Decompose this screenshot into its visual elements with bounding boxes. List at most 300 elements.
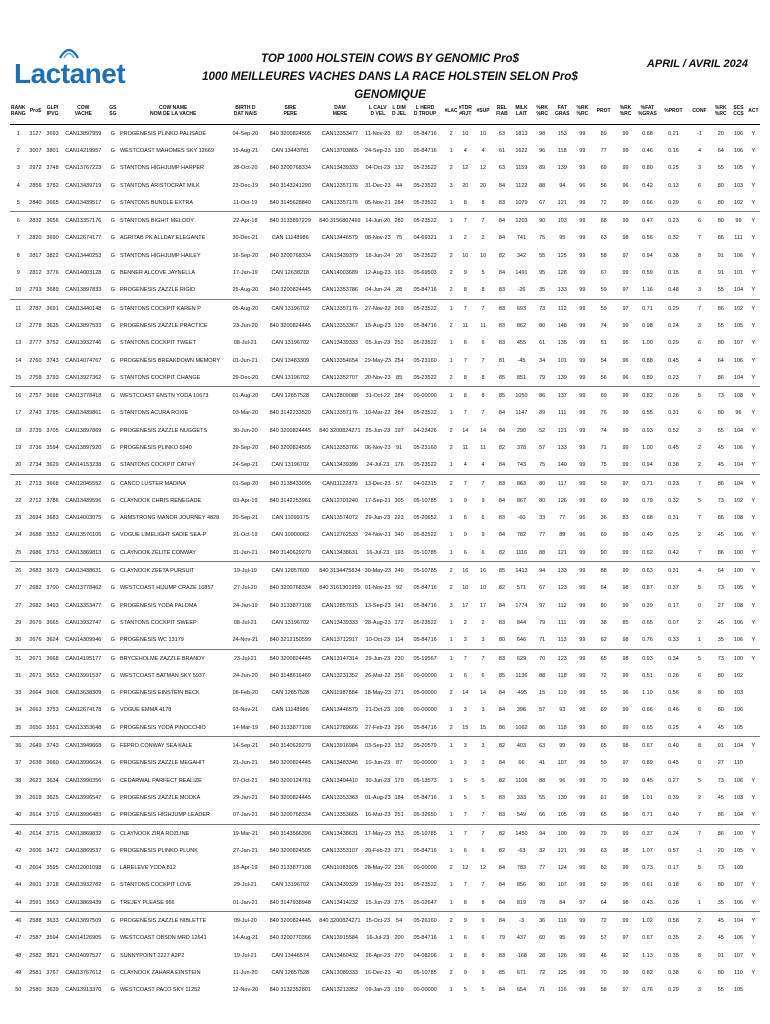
table-cell: 10 xyxy=(479,130,487,137)
table-cell: 99 xyxy=(615,824,635,842)
table-cell: 7 xyxy=(697,515,701,522)
table-cell: 92 xyxy=(622,952,629,959)
table-cell: CAN11122873 xyxy=(316,474,363,492)
table-cell: CAN11083905 xyxy=(322,865,358,872)
column-header-fr: NOM DE LA VACHE xyxy=(149,111,197,117)
table-cell: 99 xyxy=(579,724,586,731)
table-cell: 7 xyxy=(458,824,472,842)
table-cell: 3 xyxy=(472,737,493,755)
table-cell: 77 xyxy=(539,532,546,539)
table-cell: 98 xyxy=(622,235,629,242)
table-cell: Y xyxy=(751,182,756,189)
table-cell: CLAYNOOK CHRIS RENEGADE xyxy=(119,497,202,504)
table-cell: 99 xyxy=(622,865,629,872)
table-cell: 84 xyxy=(498,899,506,906)
table-cell: 00-00000 xyxy=(413,760,437,767)
table-cell: 840 3133897229 xyxy=(264,212,316,230)
table-cell: 80 xyxy=(717,690,724,697)
table-cell: 39 xyxy=(15,794,22,801)
table-cell: 840 3200824505 xyxy=(269,847,311,854)
table-cell: 1 xyxy=(449,410,453,417)
table-cell: 61 xyxy=(600,794,607,801)
table-cell: 45 xyxy=(717,444,724,451)
table-cell: 4 xyxy=(697,357,701,364)
table-cell: 4 xyxy=(481,462,485,469)
table-cell: 05-Jun-23 xyxy=(365,340,391,347)
table-cell: 11 xyxy=(480,322,486,329)
table-cell: 0.13 xyxy=(668,182,679,189)
table-cell: 96 xyxy=(622,357,629,364)
table-cell: CAN13897869 xyxy=(65,427,102,434)
table-cell: 91 xyxy=(717,252,724,259)
table-cell: CLAYNOOK ZEETA PURSUIT xyxy=(120,562,226,580)
table-cell: 840 3143566396 xyxy=(264,824,316,842)
table-cell: 102 xyxy=(733,199,744,206)
table-cell: 0.37 xyxy=(636,824,660,842)
table-cell: 05-84716 xyxy=(413,322,437,329)
table-cell: 2712 xyxy=(29,497,42,504)
table-cell: 55 xyxy=(717,287,724,294)
table-cell: 0.56 xyxy=(642,235,653,242)
table-cell: 2 xyxy=(449,287,453,294)
table-cell: 69 xyxy=(600,707,607,714)
table-cell: 40 xyxy=(15,812,22,819)
table-cell: 0.45 xyxy=(668,357,679,364)
table-cell: 3629 xyxy=(46,462,59,469)
table-cell: CAN13439399 xyxy=(321,462,358,469)
table-cell: 3472 xyxy=(46,847,59,854)
table-cell: 654 xyxy=(516,987,527,994)
table-cell: 3718 xyxy=(46,882,59,889)
table-cell: 10 xyxy=(479,585,487,592)
table-cell: 2820 xyxy=(29,235,42,242)
table-cell: 2 xyxy=(697,619,701,626)
table-cell: 3690 xyxy=(46,235,59,242)
table-cell: Y xyxy=(751,165,756,172)
table-cell: 2 xyxy=(697,935,701,942)
table-cell: 73 xyxy=(711,387,730,405)
table-cell: 05-84716 xyxy=(413,602,437,609)
table-cell: 125 xyxy=(557,252,567,259)
table-cell: 0.39 xyxy=(642,602,653,609)
table-cell: CAN 13196702 xyxy=(271,882,310,889)
table-cell: Y xyxy=(751,847,756,854)
table-cell: 2777 xyxy=(29,340,42,347)
table-cell: 1.02 xyxy=(636,912,660,930)
table-cell: 2757 xyxy=(27,387,45,405)
table-cell: 571 xyxy=(516,585,527,592)
table-cell: 0.23 xyxy=(659,212,687,230)
table-cell: 29-Jun-23 xyxy=(365,515,391,522)
table-cell: 85 xyxy=(498,374,506,381)
table-cell: 33 xyxy=(15,690,22,697)
table-cell: 106 xyxy=(733,637,744,644)
table-cell: 0.42 xyxy=(642,182,653,189)
table-cell: -63 xyxy=(517,847,526,854)
table-cell: 1.00 xyxy=(642,444,653,451)
table-cell: 3 xyxy=(463,637,467,644)
table-cell: 05-10785 xyxy=(406,562,444,580)
table-cell: CAN 13196702 xyxy=(271,374,310,381)
table-cell: 45 xyxy=(717,794,724,801)
table-row xyxy=(10,947,760,964)
table-cell: 82 xyxy=(600,865,607,872)
table-cell: 106 xyxy=(733,899,744,906)
table-cell: 7 xyxy=(697,374,701,381)
table-cell: -168 xyxy=(515,952,527,959)
table-cell: 105 xyxy=(557,812,567,819)
table-cell: 00-00000 xyxy=(413,672,437,679)
table-cell: FEPRO CONWAY SEA KALE xyxy=(120,737,226,755)
table-cell: 27 xyxy=(717,602,724,609)
table-cell: 13-Dec-23 xyxy=(364,474,392,492)
table-cell: 4 xyxy=(697,724,701,731)
table-cell: 21-Jun-21 xyxy=(232,760,258,767)
table-cell: 0.71 xyxy=(636,299,660,317)
table-cell: 58 xyxy=(600,252,607,259)
table-cell: 54 xyxy=(600,357,607,364)
column-header-fr: LAIT xyxy=(515,111,528,117)
table-cell: 69 xyxy=(600,165,607,172)
table-cell: 87 xyxy=(396,760,403,767)
table-cell: 6 xyxy=(697,882,701,889)
table-cell: 0.42 xyxy=(668,549,679,556)
table-cell: 1 xyxy=(449,619,453,626)
table-cell: 15-Jun-23 xyxy=(365,899,391,906)
table-cell: 100 xyxy=(552,824,573,842)
table-cell: 05-20579 xyxy=(406,737,444,755)
table-cell: 80 xyxy=(533,474,552,492)
table-cell: 99 xyxy=(579,672,586,679)
table-cell: G xyxy=(106,474,120,492)
table-cell: 108 xyxy=(730,387,747,405)
table-cell: CAN12857615 xyxy=(321,602,358,609)
table-cell: 57 xyxy=(539,444,546,451)
table-cell: WESTCOAST PACO SKY 11252 xyxy=(119,987,201,994)
table-cell: STANTONS COCKPIT CATHY xyxy=(119,462,196,469)
table-cell: CAN13353477 xyxy=(65,602,102,609)
table-cell: 111 xyxy=(558,619,567,626)
table-cell: 17-May-23 xyxy=(364,824,392,842)
logo-text: Lactanet xyxy=(14,58,126,89)
table-cell: G xyxy=(110,585,115,592)
table-cell: Y xyxy=(751,882,756,889)
table-cell: 106 xyxy=(733,777,744,784)
table-cell: G xyxy=(110,515,115,522)
table-cell: 2 xyxy=(449,969,453,976)
table-cell: CAN13353665 xyxy=(321,812,358,819)
table-cell: 88 xyxy=(539,777,546,784)
table-cell: 86 xyxy=(717,515,724,522)
table-cell: CAN13996547 xyxy=(65,794,102,801)
table-cell: 130 xyxy=(557,794,567,801)
table-cell: 4 xyxy=(697,147,701,154)
table-cell: 99 xyxy=(579,147,586,154)
table-cell: Y xyxy=(751,322,756,329)
table-cell: 73 xyxy=(533,299,552,317)
column-header-en: Pro$ xyxy=(29,108,41,114)
table-cell: 100 xyxy=(730,824,747,842)
table-cell: 7 xyxy=(472,824,493,842)
table-cell: 51 xyxy=(600,340,607,347)
table-cell: 840 3200768334 xyxy=(269,165,311,172)
table-cell: 17 xyxy=(479,602,487,609)
table-cell: 71 xyxy=(600,444,607,451)
table-cell: 99 xyxy=(579,847,586,854)
table-cell: 31 xyxy=(10,649,27,667)
table-cell: 21 xyxy=(10,474,27,492)
table-cell: 14-Sep-21 xyxy=(226,737,264,755)
table-cell: 55 xyxy=(539,252,546,259)
table-cell: 64 xyxy=(600,899,607,906)
table-row xyxy=(10,439,760,456)
table-cell: G xyxy=(110,497,115,504)
table-cell: 59 xyxy=(600,287,607,294)
table-cell: 8 xyxy=(481,199,485,206)
column-header-fr: %RC xyxy=(536,111,548,117)
table-cell: 67 xyxy=(600,270,607,277)
table-cell: CAN13440148 xyxy=(61,299,106,317)
table-cell: 99 xyxy=(579,760,586,767)
table-cell: 2 xyxy=(688,912,712,930)
table-cell: 1 xyxy=(697,899,701,906)
table-cell: 840 3156807469 xyxy=(316,212,363,230)
column-header-fr: CCS xyxy=(733,111,744,117)
table-cell: 99 xyxy=(615,387,635,405)
table-cell: 27-Jul-20 xyxy=(233,585,257,592)
column-header-fr: %RC xyxy=(576,111,589,117)
table-cell: 88 xyxy=(539,672,546,679)
ranking-table xyxy=(10,98,760,999)
table-cell: 23 xyxy=(15,515,22,522)
table-cell: 1 xyxy=(449,935,453,942)
table-cell: 2682 xyxy=(29,602,42,609)
table-cell: 99 xyxy=(622,724,629,731)
table-cell: 8 xyxy=(481,374,485,381)
lactanet-logo xyxy=(14,46,124,92)
table-cell: 04-Sep-20 xyxy=(232,130,259,137)
table-cell: 05-84716 xyxy=(413,847,437,854)
table-cell: 1 xyxy=(449,952,453,959)
table-cell: 45 xyxy=(717,935,724,942)
table-cell: 13 xyxy=(15,340,22,347)
table-cell: 29-Jul-21 xyxy=(233,882,257,889)
table-cell: 12 xyxy=(479,865,487,872)
table-cell: 3 xyxy=(449,182,453,189)
table-cell: 36 xyxy=(533,912,552,930)
table-cell: 70 xyxy=(533,649,552,667)
table-cell: 1 xyxy=(449,987,453,994)
table-cell: 7 xyxy=(458,474,472,492)
table-cell: 7 xyxy=(463,410,467,417)
table-cell: 83 xyxy=(498,322,506,329)
table-cell: 3624 xyxy=(46,637,59,644)
table-cell: Y xyxy=(747,474,760,492)
table-cell: 284 xyxy=(394,410,404,417)
table-cell: CAN13869832 xyxy=(61,824,106,842)
table-cell: WESTCOAST HIJUMP CRAZE 10857 xyxy=(119,585,214,592)
table-cell: 6 xyxy=(697,707,701,714)
table-cell: 1 xyxy=(449,340,453,347)
table-cell: 09-Jan-23 xyxy=(365,987,391,994)
table-cell: 2671 xyxy=(29,672,42,679)
table-cell: 63 xyxy=(600,847,607,854)
table-cell: 2686 xyxy=(29,549,42,556)
table-cell: 12 xyxy=(479,165,487,172)
table-cell: G xyxy=(106,912,120,930)
table-cell: 3700 xyxy=(46,585,59,592)
table-cell: 103 xyxy=(552,212,573,230)
table-cell: 99 xyxy=(573,474,592,492)
column-header-en: L HERD xyxy=(415,105,435,111)
table-cell: 12 xyxy=(15,322,22,329)
table-cell xyxy=(747,667,760,684)
table-cell: 783 xyxy=(516,865,527,872)
table-cell: 05-10785 xyxy=(413,969,437,976)
table-cell: 99 xyxy=(579,585,586,592)
table-cell: 22 xyxy=(15,497,22,504)
table-cell: 99 xyxy=(579,794,586,801)
table-cell: 840 3200824445 xyxy=(269,322,311,329)
table-cell: 1 xyxy=(449,147,453,154)
table-cell: 63 xyxy=(498,165,506,172)
table-cell: 3594 xyxy=(46,935,59,942)
table-cell: 6 xyxy=(481,340,485,347)
table-cell: 2778 xyxy=(29,322,42,329)
column-header xyxy=(688,98,712,125)
table-cell: 96 xyxy=(579,182,586,189)
table-row xyxy=(10,685,760,702)
table-cell: 43 xyxy=(15,865,22,872)
table-cell: 8 xyxy=(463,287,467,294)
title-french: 1000 MEILLEURES VACHES DANS LA RACE HOLSTEIN SELON Pro$ GENOMIQUE xyxy=(202,71,578,101)
table-cell: 0.23 xyxy=(659,474,687,492)
table-cell: G xyxy=(110,165,115,172)
table-cell: 0.40 xyxy=(668,812,679,819)
table-cell: 27 xyxy=(717,760,724,767)
table-cell: CAN14219957 xyxy=(65,147,102,154)
table-cell: 12 xyxy=(462,865,469,872)
table-cell: 99 xyxy=(579,130,586,137)
table-cell: 249 xyxy=(392,562,406,580)
table-cell: CAN13231352 xyxy=(321,672,358,679)
table-cell: 84 xyxy=(559,899,566,906)
table-cell: 100 xyxy=(733,549,744,556)
column-header xyxy=(364,98,392,125)
table-cell: CAN12789666 xyxy=(321,724,358,731)
table-cell: 7 xyxy=(463,882,467,889)
table-cell: 2 xyxy=(481,235,485,242)
table-cell: 3633 xyxy=(44,912,61,930)
table-cell: 121 xyxy=(557,847,567,854)
table-cell: 111 xyxy=(734,235,743,242)
table-cell: CLAYNOOK ZIRA ROZLINE xyxy=(120,824,226,842)
table-cell: 105 xyxy=(733,165,744,172)
table-cell: 83 xyxy=(498,515,506,522)
table-cell: 79 xyxy=(498,935,506,942)
table-cell: 9 xyxy=(481,969,485,976)
table-cell: 741 xyxy=(516,235,527,242)
table-cell: 2 xyxy=(449,444,453,451)
table-cell: 1 xyxy=(449,549,453,556)
table-cell: 29-Dec-20 xyxy=(232,374,259,381)
table-cell: CAN13446579 xyxy=(321,707,358,714)
table-cell: 396 xyxy=(516,707,527,714)
table-cell: 2663 xyxy=(29,707,42,714)
table-cell: 3776 xyxy=(46,270,59,277)
table-cell: CAN13357176 xyxy=(321,410,358,417)
table-cell: 01-Nov-23 xyxy=(364,585,391,592)
table-cell: 111 xyxy=(558,410,567,417)
table-cell xyxy=(747,702,760,719)
table-cell: STANTONS ACURA ROXIE xyxy=(119,410,189,417)
table-cell: 8 xyxy=(463,952,467,959)
table-cell: 6 xyxy=(463,549,467,556)
table-cell: STANTONS HIGHJUMP HARPER xyxy=(119,165,204,172)
table-cell: CAN13357176 xyxy=(316,299,363,317)
table-cell: 84 xyxy=(498,707,506,714)
table-cell: CAN12809088 xyxy=(316,387,363,405)
table-cell: G xyxy=(110,340,115,347)
table-cell: G xyxy=(110,602,115,609)
table-cell: 7 xyxy=(472,474,493,492)
table-cell: 22-Apr-18 xyxy=(226,212,264,230)
table-cell: 86 xyxy=(711,824,730,842)
table-cell: 17 xyxy=(15,410,22,417)
table-row xyxy=(10,632,760,650)
table-cell: 50 xyxy=(15,987,22,994)
table-cell: 840 3200768334 xyxy=(269,812,311,819)
table-cell: 04-08206 xyxy=(413,952,437,959)
table-cell: 840 3145628840 xyxy=(269,199,311,206)
table-cell: 57 xyxy=(600,935,607,942)
table-cell: 0.33 xyxy=(668,637,679,644)
table-cell: 80 xyxy=(717,410,724,417)
table-cell: G xyxy=(106,562,120,580)
table-cell: 137 xyxy=(552,387,573,405)
table-cell: 64 xyxy=(717,357,724,364)
table-cell: 70 xyxy=(600,777,607,784)
table-cell: Y xyxy=(747,299,760,317)
table-cell: 102 xyxy=(733,497,744,504)
table-cell: 04-69321 xyxy=(413,235,437,242)
table-cell: 104 xyxy=(730,737,747,755)
table-cell: 148 xyxy=(557,322,567,329)
table-cell: 2688 xyxy=(29,532,42,539)
table-cell: 3634 xyxy=(46,777,59,784)
table-row xyxy=(10,982,760,999)
table-cell: 1 xyxy=(444,387,458,405)
table-cell: 00-00000 xyxy=(406,387,444,405)
table-cell: 26-Apr-23 xyxy=(365,952,391,959)
table-cell: 0.29 xyxy=(659,299,687,317)
table-cell: 3 xyxy=(16,165,20,172)
table-cell: 3 xyxy=(481,760,485,767)
table-cell: -1 xyxy=(697,847,702,854)
table-cell: 82 xyxy=(396,130,403,137)
table-cell: -3 xyxy=(510,912,532,930)
table-cell: 64 xyxy=(717,147,724,154)
table-cell: STANTONS COCKPIT KAREN P xyxy=(120,299,226,317)
table-cell: 0.57 xyxy=(668,847,679,854)
table-cell: G xyxy=(106,387,120,405)
table-cell: 84 xyxy=(498,270,506,277)
table-cell: 83 xyxy=(494,474,511,492)
table-cell: 83 xyxy=(498,952,506,959)
table-cell: 44 xyxy=(396,182,403,189)
table-cell: 0.28 xyxy=(668,899,679,906)
table-cell: 11 xyxy=(462,444,469,451)
